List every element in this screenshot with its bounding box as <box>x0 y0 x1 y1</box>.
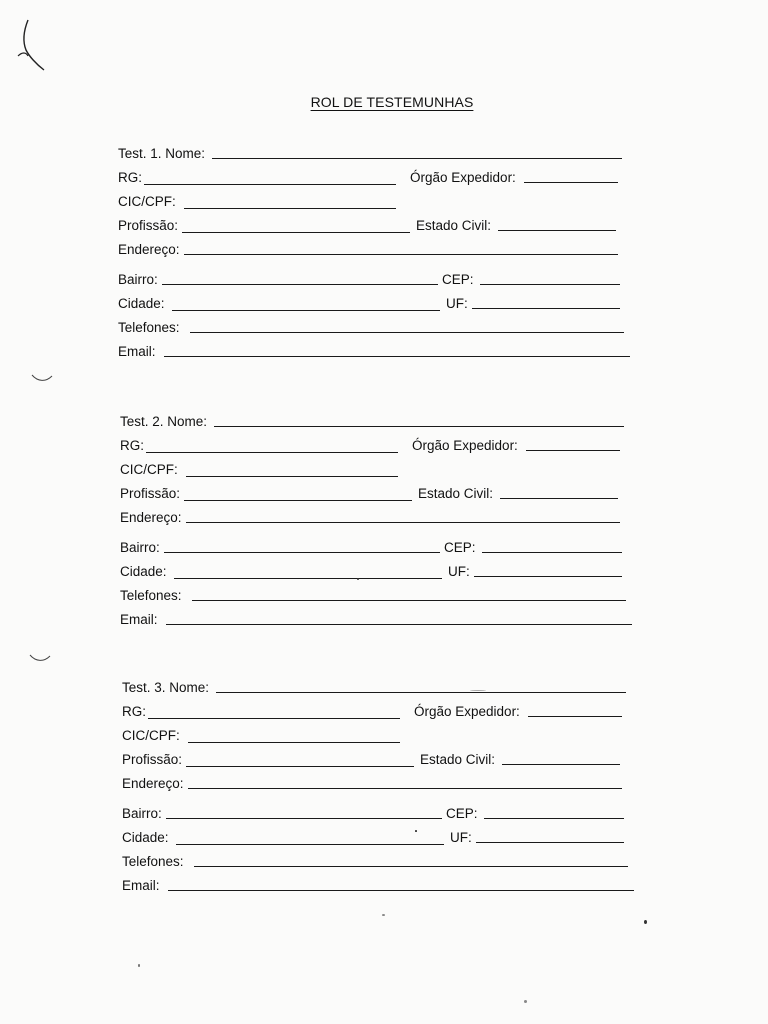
field-orgao[interactable] <box>524 182 618 183</box>
label-rg: RG: <box>122 704 147 719</box>
row-profissao <box>0 486 768 508</box>
field-telefones[interactable] <box>190 332 624 333</box>
row-telefones <box>0 588 768 610</box>
scan-speck <box>138 964 140 967</box>
field-uf[interactable] <box>474 576 622 577</box>
label-cep: CEP: <box>446 806 478 821</box>
label-bairro: Bairro: <box>122 806 162 821</box>
field-cidade[interactable] <box>176 844 444 845</box>
label-rg: RG: <box>118 170 143 185</box>
label-orgao: Órgão Expedidor: <box>414 704 520 719</box>
label-cic: CIC/CPF: <box>122 728 180 743</box>
label-cidade: Cidade: <box>120 564 167 579</box>
row-bairro <box>0 806 768 828</box>
label-cep: CEP: <box>444 540 476 555</box>
row-cic <box>0 194 768 216</box>
field-email[interactable] <box>164 356 630 357</box>
scan-speck <box>415 830 417 832</box>
field-orgao[interactable] <box>526 450 620 451</box>
label-telefones: Telefones: <box>120 588 182 603</box>
label-endereco: Endereço: <box>122 776 184 791</box>
field-cep[interactable] <box>482 552 622 553</box>
field-endereco[interactable] <box>184 254 618 255</box>
field-rg[interactable] <box>148 718 400 719</box>
label-profissao: Profissão: <box>122 752 183 767</box>
field-cic[interactable] <box>186 476 398 477</box>
row-telefones <box>0 854 768 876</box>
punch-hole-mark-upper <box>30 372 54 384</box>
field-profissao[interactable] <box>182 232 410 233</box>
row-rg <box>0 170 768 192</box>
row-cic <box>0 462 768 484</box>
field-bairro[interactable] <box>162 284 438 285</box>
field-cep[interactable] <box>484 818 624 819</box>
label-profissao: Profissão: <box>120 486 181 501</box>
label-email: Email: <box>122 878 160 893</box>
label-profissao: Profissão: <box>118 218 179 233</box>
label-cic: CIC/CPF: <box>120 462 178 477</box>
row-endereco <box>0 510 768 532</box>
witness-prefix: Test. 2. <box>120 414 164 429</box>
field-bairro[interactable] <box>164 552 440 553</box>
row-nome <box>0 146 768 168</box>
label-cidade: Cidade: <box>118 296 165 311</box>
label-rg: RG: <box>120 438 145 453</box>
row-rg <box>0 704 768 726</box>
handwritten-initial-mark <box>14 16 54 76</box>
row-rg <box>0 438 768 460</box>
field-nome[interactable] <box>212 158 622 159</box>
field-uf[interactable] <box>472 308 620 309</box>
label-orgao: Órgão Expedidor: <box>410 170 516 185</box>
label-uf: UF: <box>446 296 468 311</box>
label-telefones: Telefones: <box>118 320 180 335</box>
label-endereco: Endereço: <box>118 242 180 257</box>
label-bairro: Bairro: <box>118 272 158 287</box>
witness-prefix: Test. 3. <box>122 680 166 695</box>
scan-speck <box>644 920 647 924</box>
field-cic[interactable] <box>184 208 396 209</box>
row-bairro <box>0 272 768 294</box>
scan-speck <box>524 1000 527 1003</box>
label-estado-civil: Estado Civil: <box>420 752 496 767</box>
field-nome[interactable] <box>214 426 624 427</box>
label-email: Email: <box>120 612 158 627</box>
label-uf: UF: <box>450 830 472 845</box>
label-cidade: Cidade: <box>122 830 169 845</box>
label-telefones: Telefones: <box>122 854 184 869</box>
page-title: ROL DE TESTEMUNHAS <box>310 94 474 110</box>
label-endereco: Endereço: <box>120 510 182 525</box>
field-orgao[interactable] <box>528 716 622 717</box>
field-cidade[interactable] <box>174 578 442 579</box>
label-orgao: Órgão Expedidor: <box>412 438 518 453</box>
field-bairro[interactable] <box>166 818 442 819</box>
field-profissao[interactable] <box>184 500 412 501</box>
label-estado-civil: Estado Civil: <box>418 486 494 501</box>
label-nome: Nome: <box>169 680 210 695</box>
label-estado-civil: Estado Civil: <box>416 218 492 233</box>
field-email[interactable] <box>166 624 632 625</box>
label-bairro: Bairro: <box>120 540 160 555</box>
field-estado-civil[interactable] <box>500 498 618 499</box>
scan-speck <box>382 914 385 916</box>
label-email: Email: <box>118 344 156 359</box>
field-telefones[interactable] <box>192 600 626 601</box>
row-endereco <box>0 776 768 798</box>
row-nome <box>0 680 768 702</box>
field-endereco[interactable] <box>188 788 622 789</box>
row-telefones <box>0 320 768 342</box>
field-rg[interactable] <box>146 452 398 453</box>
row-cidade <box>0 296 768 318</box>
row-bairro <box>0 540 768 562</box>
row-profissao <box>0 218 768 240</box>
field-cidade[interactable] <box>172 310 440 311</box>
field-telefones[interactable] <box>194 866 628 867</box>
field-profissao[interactable] <box>186 766 414 767</box>
field-estado-civil[interactable] <box>498 230 616 231</box>
field-endereco[interactable] <box>186 522 620 523</box>
field-nome[interactable] <box>216 692 626 693</box>
row-email <box>0 878 768 900</box>
scan-speck <box>470 690 486 691</box>
row-email <box>0 344 768 366</box>
row-cidade <box>0 564 768 586</box>
label-cic: CIC/CPF: <box>118 194 176 209</box>
field-cic[interactable] <box>188 742 400 743</box>
punch-hole-mark-lower <box>28 652 52 664</box>
field-estado-civil[interactable] <box>502 764 620 765</box>
row-endereco <box>0 242 768 264</box>
label-uf: UF: <box>448 564 470 579</box>
field-rg[interactable] <box>144 184 396 185</box>
row-nome <box>0 414 768 436</box>
row-profissao <box>0 752 768 774</box>
label-nome: Nome: <box>165 146 206 161</box>
field-cep[interactable] <box>480 284 620 285</box>
label-cep: CEP: <box>442 272 474 287</box>
field-uf[interactable] <box>476 842 624 843</box>
field-email[interactable] <box>168 890 634 891</box>
row-email <box>0 612 768 634</box>
witness-prefix: Test. 1. <box>118 146 162 161</box>
scan-speck <box>357 578 359 580</box>
row-cidade <box>0 830 768 852</box>
row-cic <box>0 728 768 750</box>
label-nome: Nome: <box>167 414 208 429</box>
